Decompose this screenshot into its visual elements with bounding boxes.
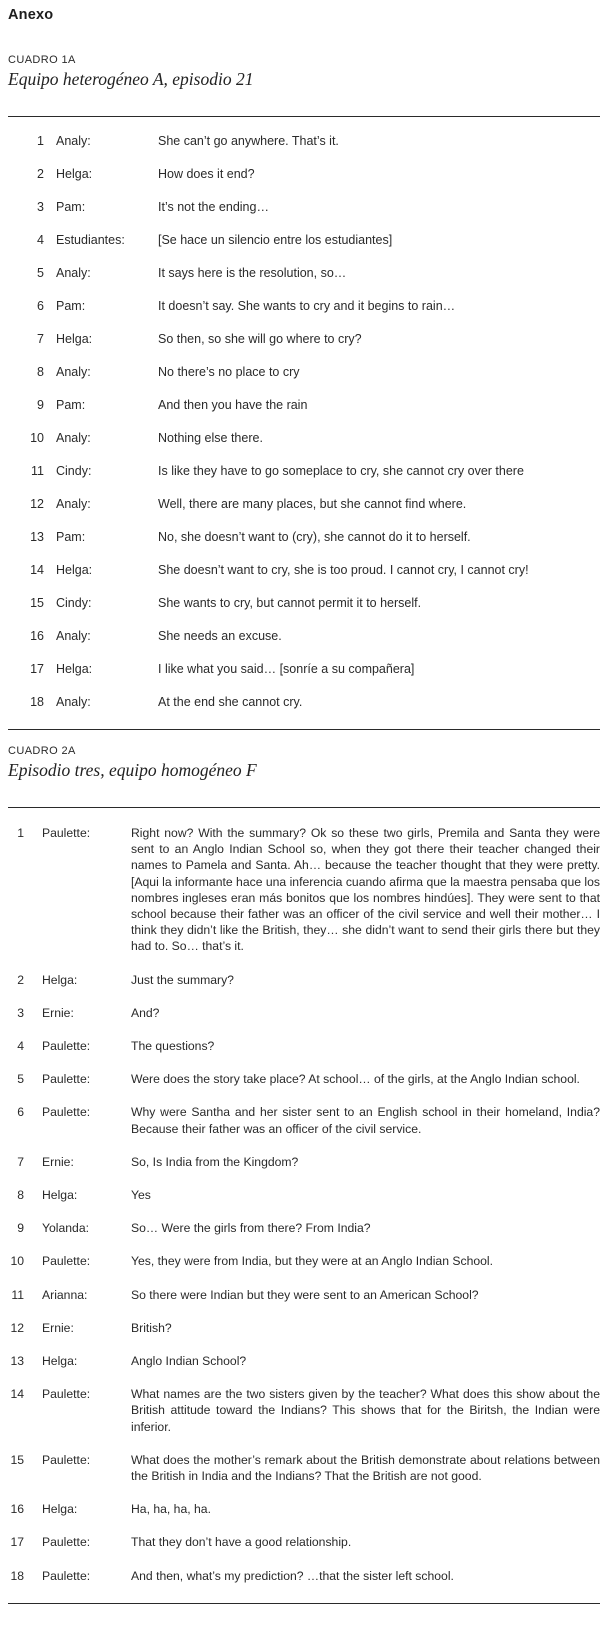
table-row — [8, 530, 600, 545]
utterance-text: It says here is the resolution, so… — [158, 266, 347, 280]
table-2-caption: Episodio tres, equipo homogéneo F — [8, 760, 257, 780]
row-number: 17 — [30, 662, 44, 676]
speaker-name: Paulette: — [42, 1452, 91, 1467]
speaker-name: Pam: — [56, 200, 86, 214]
speaker-name: Ernie: — [42, 1005, 74, 1020]
utterance-text: What names are the two sisters given by the teacher? What does this show about the British attitude toward the Indians? This shows that for the Biritsh, the Indian were inferior. — [131, 1387, 600, 1434]
row-number: 1 — [37, 134, 44, 148]
row-number: 3 — [17, 1005, 24, 1020]
speaker-name: Analy: — [56, 134, 91, 148]
speaker-name: Helga: — [42, 972, 78, 987]
row-number: 10 — [30, 431, 44, 445]
row-number: 16 — [30, 629, 44, 643]
row-number: 6 — [17, 1105, 24, 1120]
utterance-text: [Se hace un silencio entre los estudiantes] — [158, 233, 393, 247]
speaker-name: Paulette: — [42, 1568, 91, 1583]
row-number: 4 — [17, 1039, 24, 1054]
page-title: Anexo — [8, 7, 54, 23]
utterance-text: Nothing else there. — [158, 431, 263, 445]
utterance-text: So there were Indian but they were sent to an American School? — [131, 1287, 479, 1302]
row-number: 16 — [10, 1502, 24, 1517]
table-row — [8, 1187, 600, 1203]
speaker-name: Paulette: — [42, 1105, 91, 1120]
table-row — [8, 1287, 600, 1303]
row-number: 5 — [37, 266, 44, 280]
table-row — [8, 825, 600, 955]
row-number: 3 — [37, 200, 44, 214]
utterance-text: That they don’t have a good relationship. — [131, 1535, 352, 1550]
table-row — [8, 167, 600, 182]
table-1-label: CUADRO 1A — [8, 54, 76, 66]
table-row — [8, 1320, 600, 1336]
table-row — [8, 629, 600, 644]
row-number: 1 — [17, 826, 24, 840]
speaker-name: Paulette: — [42, 826, 91, 840]
table-row — [8, 1005, 600, 1021]
row-number: 5 — [17, 1072, 24, 1087]
utterance-text: No, she doesn’t want to (cry), she cannot do it to herself. — [158, 530, 471, 544]
utterance-text: So, Is India from the Kingdom? — [131, 1154, 299, 1169]
row-number: 7 — [17, 1154, 24, 1169]
row-number: 11 — [11, 1287, 24, 1302]
utterance-text: The questions? — [131, 1039, 215, 1054]
utterance-text: And then you have the rain — [158, 398, 308, 412]
utterance-text: She wants to cry, but cannot permit it to herself. — [158, 596, 422, 610]
table-row — [8, 1220, 600, 1236]
table-row — [8, 1568, 600, 1584]
utterance-text: Ha, ha, ha, ha. — [131, 1502, 211, 1517]
table-row — [8, 1104, 600, 1136]
row-number: 17 — [10, 1535, 24, 1550]
utterance-text: She doesn’t want to cry, she is too proud. I cannot cry, I cannot cry! — [158, 563, 529, 577]
cuadro-2a-section — [8, 745, 600, 1604]
row-number: 8 — [37, 365, 44, 379]
speaker-name: Helga: — [42, 1354, 78, 1369]
row-number: 2 — [17, 972, 24, 987]
row-number: 14 — [10, 1387, 24, 1402]
speaker-name: Paulette: — [42, 1039, 91, 1054]
row-number: 11 — [31, 464, 44, 478]
speaker-name: Analy: — [56, 695, 91, 709]
speaker-name: Analy: — [56, 497, 91, 511]
row-number: 9 — [37, 398, 44, 412]
row-number: 12 — [30, 497, 44, 511]
row-number: 2 — [37, 167, 44, 181]
table-row — [8, 1071, 600, 1087]
utterance-text: Anglo Indian School? — [131, 1354, 247, 1369]
utterance-text: It doesn’t say. She wants to cry and it begins to rain… — [158, 299, 456, 313]
utterance-text: Yes — [131, 1188, 151, 1203]
utterance-text: And then, what’s my prediction? …that the sister left school. — [131, 1568, 454, 1583]
utterance-text: It’s not the ending… — [158, 200, 269, 214]
speaker-name: Arianna: — [42, 1287, 88, 1302]
table-row — [8, 972, 600, 988]
table-1-caption: Equipo heterogéneo A, episodio 21 — [8, 69, 254, 89]
speaker-name: Cindy: — [56, 464, 92, 478]
speaker-name: Paulette: — [42, 1254, 91, 1269]
table-row — [8, 266, 600, 281]
table-row — [8, 1253, 600, 1269]
speaker-name: Pam: — [56, 398, 86, 412]
utterance-text: No there’s no place to cry — [158, 365, 300, 379]
speaker-name: Analy: — [56, 431, 91, 445]
utterance-text: Yes, they were from India, but they were at an Anglo Indian School. — [131, 1254, 494, 1269]
table-row — [8, 431, 600, 446]
speaker-name: Helga: — [56, 167, 93, 181]
utterance-text: British? — [131, 1320, 172, 1335]
speaker-name: Analy: — [56, 629, 91, 643]
speaker-name: Ernie: — [42, 1320, 74, 1335]
utterance-text: She needs an excuse. — [158, 629, 282, 643]
utterance-text: How does it end? — [158, 167, 255, 181]
row-number: 9 — [17, 1221, 24, 1236]
utterance-text: Is like they have to go someplace to cry, she cannot cry over there — [158, 464, 524, 478]
utterance-text: I like what you said… [sonríe a su compañera] — [158, 662, 415, 676]
row-number: 10 — [10, 1254, 24, 1269]
speaker-name: Paulette: — [42, 1387, 91, 1402]
table-row — [8, 233, 600, 248]
speaker-name: Pam: — [56, 530, 86, 544]
row-number: 18 — [30, 695, 44, 709]
row-number: 15 — [30, 596, 44, 610]
row-number: 12 — [10, 1320, 24, 1335]
table-row — [8, 695, 600, 710]
table-row — [8, 497, 600, 512]
table-row — [8, 134, 600, 149]
row-number: 13 — [30, 530, 44, 544]
utterance-text: What does the mother’s remark about the British demonstrate about relations between the British in India and the Indians? That the British are not good. — [131, 1452, 600, 1484]
utterance-text: Just the summary? — [131, 972, 234, 987]
document-page — [0, 7, 610, 1604]
table-row — [8, 332, 600, 347]
speaker-name: Analy: — [56, 365, 91, 379]
table-row — [8, 1501, 600, 1517]
dialog-table-2 — [8, 807, 600, 1604]
table-row — [8, 1534, 600, 1550]
utterance-text: Well, there are many places, but she cannot find where. — [158, 497, 467, 511]
speaker-name: Cindy: — [56, 596, 92, 610]
speaker-name: Analy: — [56, 266, 91, 280]
speaker-name: Helga: — [56, 563, 93, 577]
table-row — [8, 596, 600, 611]
table-row — [8, 365, 600, 380]
table-row — [8, 1038, 600, 1054]
utterance-text: Right now? With the summary? Ok so these two girls, Premila and Santa they were sent to an Anglo Indian School so, when they got there their teacher changed their names to Pamela and Santa. Ah… because the teacher thought that they were pretty. [Aqui la informante hace una inferencia cuando afirma que la maestra pensaba que los nombres ingleses eran más bonitos que los nombres hindúes]. They were sent to that school because their father was an officer of the civil service and well their mother… I think they didn’t like the British, they… she didn’t want to send their girls there but they had to. So… that’s it. — [131, 826, 600, 954]
table-row — [8, 563, 600, 578]
table-row — [8, 662, 600, 677]
table-2-label: CUADRO 2A — [8, 745, 76, 757]
table-row — [8, 398, 600, 413]
row-number: 8 — [17, 1188, 24, 1203]
cuadro-1a-section — [8, 54, 600, 730]
utterance-text: So then, so she will go where to cry? — [158, 332, 362, 346]
table-row — [8, 1154, 600, 1170]
speaker-name: Paulette: — [42, 1072, 91, 1087]
row-number: 14 — [30, 563, 44, 577]
dialog-table-1 — [8, 116, 600, 730]
utterance-text: At the end she cannot cry. — [158, 695, 303, 709]
table-row — [8, 299, 600, 314]
row-number: 13 — [10, 1354, 24, 1369]
speaker-name: Yolanda: — [42, 1221, 89, 1236]
utterance-text: And? — [131, 1005, 160, 1020]
speaker-name: Estudiantes: — [56, 233, 125, 247]
row-number: 7 — [37, 332, 44, 346]
speaker-name: Ernie: — [42, 1154, 74, 1169]
row-number: 18 — [10, 1568, 24, 1583]
table-row — [8, 1386, 600, 1435]
table-row — [8, 1452, 600, 1484]
speaker-name: Helga: — [42, 1188, 78, 1203]
table-row — [8, 464, 600, 479]
utterance-text: Were does the story take place? At school… of the girls, at the Anglo Indian school. — [131, 1072, 580, 1087]
utterance-text: Why were Santha and her sister sent to an English school in their homeland, India? Because their father was an officer of the civil service. — [131, 1105, 600, 1136]
row-number: 6 — [37, 299, 44, 313]
utterance-text: She can’t go anywhere. That’s it. — [158, 134, 339, 148]
row-number: 15 — [10, 1452, 24, 1467]
table-row — [8, 1353, 600, 1369]
speaker-name: Paulette: — [42, 1535, 91, 1550]
speaker-name: Helga: — [42, 1502, 78, 1517]
table-row — [8, 200, 600, 215]
utterance-text: So… Were the girls from there? From India? — [131, 1221, 371, 1236]
row-number: 4 — [37, 233, 44, 247]
speaker-name: Helga: — [56, 662, 93, 676]
speaker-name: Helga: — [56, 332, 93, 346]
speaker-name: Pam: — [56, 299, 86, 313]
